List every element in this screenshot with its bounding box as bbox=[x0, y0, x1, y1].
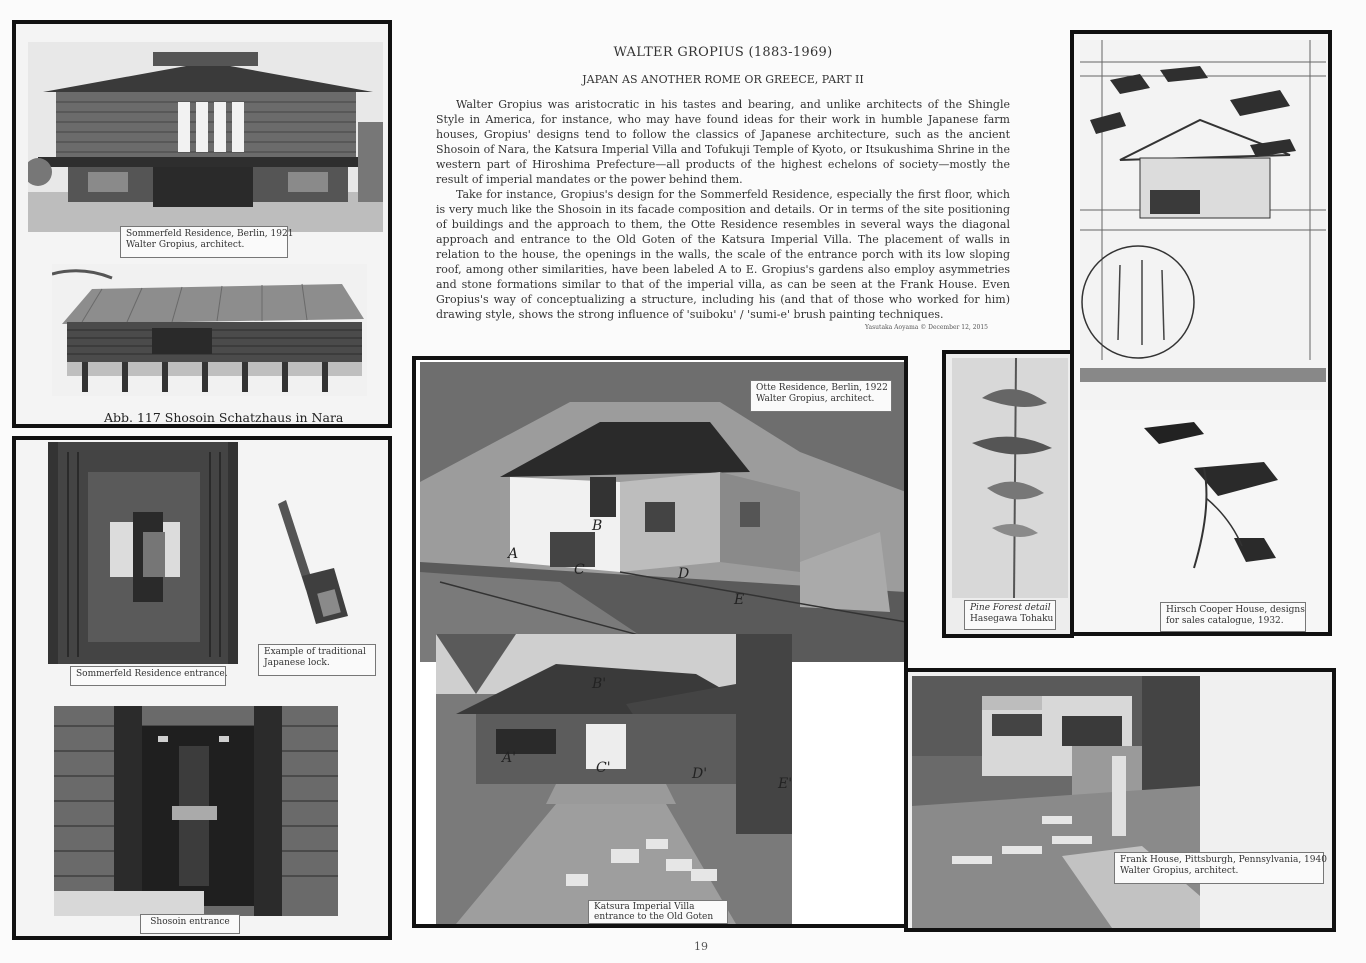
article-paragraph-2: Take for instance, Gropius's design for the Sommerfeld Residence, especially the first floor, which is very much like the Shosoin in its facade composition and details. Or in terms of the site positioning of buildings and the approach to them, the Otte Residence resembles in several ways the diagonal approach and entrance to the Old Goten of the Katsura Imperial Villa. The placement of walls in relation to the house, the openings in the walls, the scale of the entrance porch with its low sloping roof, among other similarities, have been labeled A to E. Gropius's gardens also employ asymmetries and stone formations similar to that of the imperial villa, as can be seen at the Frank House. Even Gropius's way of conceptualizing a structure, including his (and that of those who worked for him) drawing style, shows the strong influence of 'suiboku' / 'sumi-e' brush painting techniques. bbox=[436, 188, 1010, 321]
article-title: WALTER GROPIUS (1883-1969) bbox=[613, 45, 833, 60]
caption-katsura bbox=[588, 900, 728, 924]
caption-japanese-lock bbox=[258, 644, 376, 676]
otte-label-d: D bbox=[678, 566, 690, 582]
caption-line: Pine Forest detail bbox=[970, 603, 1051, 613]
page-number: 19 bbox=[694, 940, 708, 953]
katsura-label-b: B' bbox=[592, 676, 607, 692]
article-subtitle: JAPAN AS ANOTHER ROME OR GREECE, PART II bbox=[582, 73, 864, 86]
katsura-villa-photo bbox=[436, 634, 792, 924]
caption-line: Walter Gropius, architect. bbox=[126, 240, 245, 250]
caption-line: Walter Gropius, architect. bbox=[1120, 866, 1239, 876]
caption-otte-residence bbox=[750, 380, 892, 412]
panel-otte-katsura bbox=[412, 356, 908, 928]
caption-line: Shosoin entrance bbox=[150, 917, 230, 927]
article bbox=[436, 40, 1010, 331]
caption-line: Sommerfeld Residence, Berlin, 1921 bbox=[126, 229, 294, 239]
article-signature: Yasutaka Aoyama © December 12, 2015 bbox=[865, 324, 988, 331]
caption-line: Walter Gropius, architect. bbox=[756, 394, 875, 404]
otte-label-b: B bbox=[592, 518, 603, 534]
panel-frank-house bbox=[904, 668, 1336, 932]
caption-line: for sales catalogue, 1932. bbox=[1166, 616, 1284, 626]
panel-sommerfeld-shosoin bbox=[12, 20, 392, 428]
caption-shosoin: Abb. 117 Shosoin Schatzhaus in Nara bbox=[104, 410, 344, 425]
article-paragraph-1: Walter Gropius was aristocratic in his tastes and bearing, and unlike architects of the Shingle Style in America, for instance, who may have found ideas for their work in humble Japanese farm houses, Gropius' designs tend to follow the classics of Japanese architecture, such as the ancient Shosoin of Nara, the Katsura Imperial Villa and Tofukuji Temple of Kyoto, or Itsukushima Shrine in the western part of Hiroshima Prefecture—all products of the highest echelons of society—mostly the result of imperial mandates or the power behind them. bbox=[436, 98, 1010, 186]
caption-sommerfeld-residence bbox=[120, 226, 294, 258]
panel-entrances bbox=[12, 436, 392, 940]
katsura-label-e: E' bbox=[778, 776, 793, 792]
otte-label-e: E bbox=[734, 592, 745, 608]
caption-line: Frank House, Pittsburgh, Pennsylvania, 1940 bbox=[1120, 855, 1327, 865]
caption-sommerfeld-entrance bbox=[70, 666, 226, 686]
caption-line: Otte Residence, Berlin, 1922 bbox=[756, 383, 888, 393]
caption-line: Sommerfeld Residence entrance. bbox=[76, 669, 228, 679]
caption-hirsch-cooper bbox=[1160, 602, 1306, 632]
hirsch-pine-sketch bbox=[1134, 418, 1304, 588]
panel-hirsch-cooper bbox=[1070, 30, 1332, 636]
otte-label-a: A bbox=[508, 546, 519, 562]
caption-frank-house bbox=[1114, 852, 1327, 884]
caption-line: Katsura Imperial Villa bbox=[594, 902, 695, 912]
caption-line: Hasegawa Tohaku bbox=[970, 614, 1054, 624]
caption-line: Hirsch Cooper House, designs bbox=[1166, 605, 1305, 615]
katsura-label-a: A' bbox=[502, 750, 516, 766]
hirsch-cooper-sketch bbox=[1080, 40, 1326, 410]
shosoin-photo bbox=[52, 264, 367, 396]
frank-house-photo bbox=[912, 676, 1200, 928]
caption-shosoin-entrance bbox=[140, 914, 240, 934]
caption-pine-forest bbox=[964, 600, 1056, 630]
sommerfeld-residence-photo bbox=[28, 42, 383, 232]
katsura-label-c: C' bbox=[596, 760, 611, 776]
caption-line: Japanese lock. bbox=[264, 658, 330, 668]
sommerfeld-entrance-photo bbox=[48, 442, 238, 664]
shosoin-entrance-photo bbox=[54, 706, 338, 916]
pine-forest-painting bbox=[952, 358, 1068, 598]
caption-line: entrance to the Old Goten bbox=[594, 912, 714, 922]
japanese-lock-photo bbox=[264, 496, 354, 636]
panel-pine-forest bbox=[942, 350, 1074, 638]
caption-line: Example of traditional bbox=[264, 647, 366, 657]
otte-label-c: C bbox=[574, 562, 585, 578]
katsura-label-d: D' bbox=[692, 766, 708, 782]
